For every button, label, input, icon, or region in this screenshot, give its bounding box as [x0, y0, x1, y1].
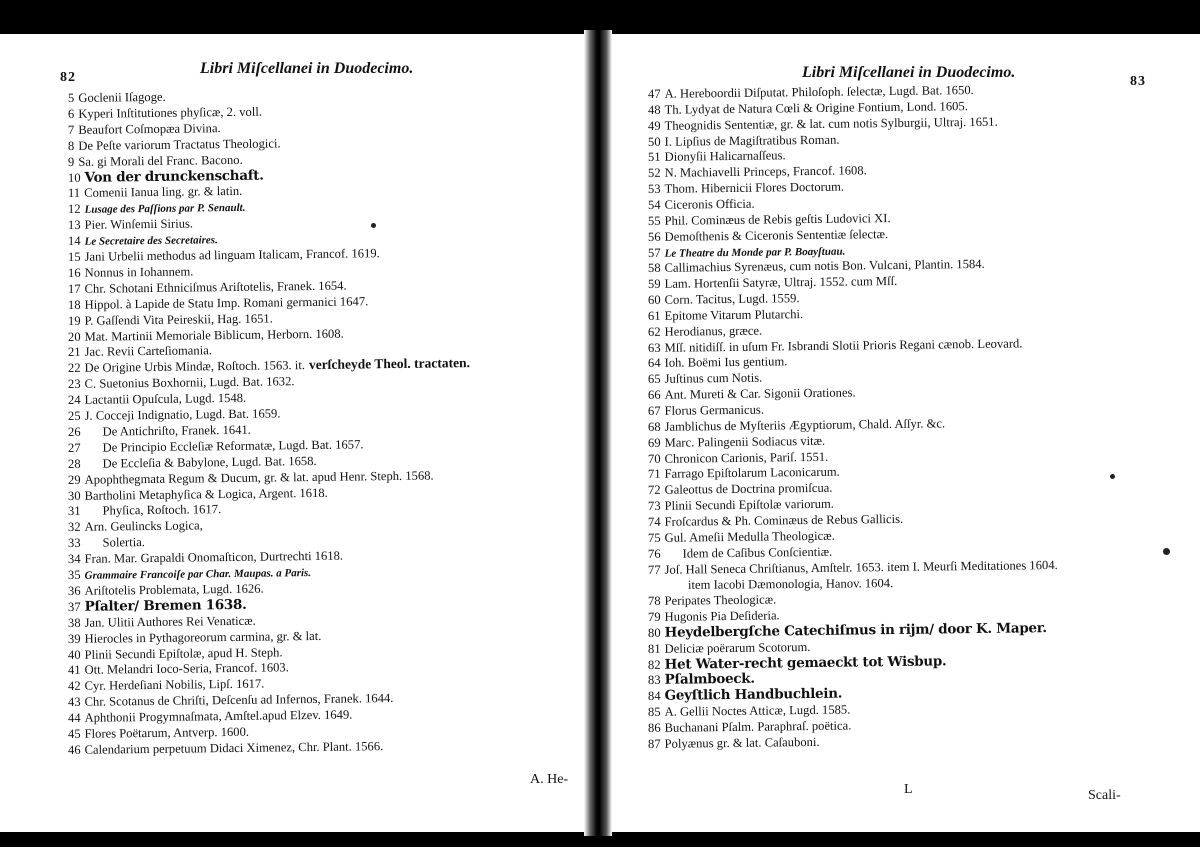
entry-number: 8	[67, 138, 75, 153]
catalog-entry	[648, 639, 811, 657]
entry-text: Chronicon Carionis, Pariſ. 1551.	[664, 449, 829, 466]
entry-text: Bartholini Metaphyſica & Logica, Argent. 1618.	[84, 485, 328, 503]
entry-text: Hierocles in Pythagoreorum carmina, gr. & lat.	[84, 628, 322, 646]
catalog-entry	[68, 245, 380, 265]
entry-number: 28	[67, 456, 81, 471]
entry-number: 84	[647, 689, 661, 704]
entry-text: Galeottus de Doctrina promiſcua.	[664, 480, 833, 498]
entry-text: Flores Poëtarum, Antverp. 1600.	[84, 724, 250, 741]
entry-number: 48	[647, 102, 661, 117]
entry-text: Nonnus in Iohannem.	[84, 264, 194, 280]
catalog-entry	[68, 738, 383, 758]
entry-text: Heydelbergſche Catechiſmus in rijm/ door K. Maper.	[664, 620, 1047, 641]
entry-number: 70	[647, 451, 661, 466]
catalog-entry	[68, 310, 273, 329]
entry-text: A. Gellii Noctes Atticæ, Lugd. 1585.	[664, 702, 851, 719]
catalog-entry	[648, 354, 788, 372]
entry-text: Farrago Epiſtolarum Laconicarum.	[664, 465, 840, 482]
entry-fraktur-note: verſcheyde Theol. tractaten.	[308, 355, 471, 373]
entry-text: Froſcardus & Ph. Cominæus de Rebus Gallicis.	[664, 511, 904, 529]
entry-text: Marc. Palingenii Sodiacus vitæ.	[664, 433, 826, 450]
catchword: A. He-	[530, 772, 569, 787]
entry-text: Geyſtlich Handbuchlein.	[664, 685, 843, 705]
entry-number: 87	[647, 736, 661, 751]
entry-text: Beaufort Coſmopæa Divina.	[78, 120, 221, 137]
entry-number: 73	[647, 498, 661, 514]
entry-text: Cyr. Herdeſiani Nobilis, Lipſ. 1617.	[84, 676, 265, 694]
entry-text: Solertia.	[102, 535, 146, 550]
entry-number: 74	[647, 514, 661, 529]
entry-number: 60	[647, 292, 661, 308]
entry-text: Kyperi Inſtitutiones phyſicæ, 2. voll.	[78, 104, 263, 121]
running-head: Libri Miſcellanei in Duodecimo.	[200, 60, 414, 77]
entry-number: 86	[647, 720, 661, 735]
entry-text: Lactantii Opuſcula, Lugd. 1548.	[84, 390, 247, 407]
catalog-entry	[648, 734, 820, 752]
catalog-entry	[68, 151, 243, 169]
entry-number: 24	[67, 392, 81, 408]
catalog-entry	[648, 592, 776, 610]
entry-text: Corn. Tacitus, Lugd. 1559.	[664, 291, 800, 307]
entry-text: De Peſte variorum Tractatus Theologici.	[78, 136, 281, 153]
entry-text: Herodianus, græce.	[664, 323, 763, 339]
entry-text: Phil. Cominæus de Rebis geſtis Ludovici XI.	[664, 210, 891, 228]
entry-continuation: item Iacobi Dæmonologia, Hanov. 1604.	[687, 576, 894, 593]
entry-number: 19	[67, 313, 81, 328]
catalog-entry	[68, 293, 368, 313]
page-number: 82	[60, 70, 76, 85]
entry-text: Lusage des Paſſions par P. Senault.	[84, 202, 246, 217]
entry-number: 18	[67, 297, 81, 312]
entry-text: Pier. Winſemii Sirius.	[84, 216, 194, 232]
entry-number: 30	[67, 488, 81, 503]
entry-text: Ioh. Boëmi Ius gentium.	[664, 354, 788, 371]
entry-text: Aphthonii Progymnaſmata, Amſtel.apud Elzev. 1649.	[84, 707, 353, 725]
catalog-entry	[68, 263, 194, 281]
catalog-entry	[68, 707, 353, 726]
entry-number: 25	[67, 408, 81, 423]
entry-number: 72	[647, 483, 661, 498]
entry-number: 40	[67, 647, 81, 662]
catalog-entry	[648, 370, 762, 387]
catalog-entry	[68, 627, 322, 646]
entry-text: Jani Urbelii methodus ad linguam Italicam, Francof. 1619.	[84, 246, 380, 264]
entry-number: 57	[647, 245, 661, 260]
entry-text: Le Secretaire des Secretaires.	[84, 234, 218, 248]
entry-text: Le Theatre du Monde par P. Boayſtuau.	[664, 245, 846, 260]
catalog-entry	[648, 653, 947, 673]
entry-number: 15	[67, 249, 81, 264]
entry-number: 85	[647, 704, 661, 720]
entry-number: 36	[67, 583, 81, 598]
entry-number: 26	[67, 424, 81, 439]
catalog-entry	[648, 402, 764, 419]
entry-number: 43	[67, 695, 81, 710]
catalog-entry	[68, 436, 364, 456]
ink-speck	[1163, 548, 1170, 555]
entry-number: 33	[67, 536, 81, 551]
entry-text: P. Gaſſendi Vita Peireskii, Hag. 1651.	[84, 311, 273, 328]
entry-text: J. Cocceji Indignatio, Lugd. Bat. 1659.	[84, 406, 281, 423]
entry-number: 80	[647, 625, 661, 640]
entry-text: Gul. Ameſii Medulla Theologicæ.	[664, 528, 835, 545]
entry-text: A. Hereboordii Diſputat. Philoſoph. ſelectæ, Lugd. Bat. 1650.	[664, 83, 974, 101]
entry-text: De Origine Urbis Mindæ, Roſtoch. 1563. it.	[84, 358, 306, 376]
catalog-entry	[648, 415, 945, 435]
entry-number: 42	[67, 679, 81, 694]
entry-text: Ant. Mureti & Car. Sigonii Orationes.	[664, 385, 856, 402]
entry-number: 69	[647, 435, 661, 450]
left-page	[0, 34, 584, 832]
catalog-entry	[68, 89, 166, 106]
entry-number: 45	[67, 726, 81, 741]
entry-number: 38	[67, 615, 81, 630]
entry-number: 13	[67, 218, 81, 233]
entry-text: Fran. Mar. Grapaldi Onomaſticon, Durtrechti 1618.	[84, 548, 344, 566]
entry-number: 31	[67, 504, 81, 519]
entry-number: 35	[67, 567, 81, 582]
entry-text: Hugonis Pia Deſideria.	[664, 608, 780, 624]
entry-text: Von der drunckenschaft.	[84, 167, 264, 186]
catalog-entry	[648, 607, 780, 625]
entry-number: 62	[647, 324, 661, 339]
entry-text: Thom. Hibernicii Flores Doctorum.	[664, 179, 845, 196]
catalog-entry	[648, 322, 762, 339]
entry-number: 21	[67, 345, 81, 360]
catalog-entry	[68, 612, 256, 630]
entry-text: Deliciæ poërarum Scotorum.	[664, 639, 811, 656]
catalog-entry	[648, 306, 803, 324]
entry-number: 59	[647, 277, 661, 292]
entry-number: 52	[647, 166, 661, 181]
entry-number: 32	[67, 520, 81, 535]
entry-text: Pſalter/ Bremen 1638.	[84, 596, 247, 615]
catalog-entry	[68, 534, 145, 551]
entry-number: 49	[647, 118, 661, 133]
entry-text: Comenii Ianua ling. gr. & latin.	[84, 184, 243, 201]
entry-text: Idem de Caſibus Conſcientiæ.	[682, 544, 833, 561]
entry-number: 50	[647, 134, 661, 149]
catalog-entry	[648, 196, 755, 213]
catalog-entry	[68, 216, 193, 234]
entry-number: 75	[647, 530, 661, 545]
entry-number: 61	[647, 308, 661, 323]
catalog-entry	[648, 131, 840, 149]
entry-text: I. Lipſius de Magiſtratibus Roman.	[664, 132, 840, 149]
entry-text: Joſ. Hall Seneca Chriſtianus, Amſtelr. 1653. item I. Meurſi Meditationes 1604.	[664, 557, 1058, 577]
entry-text: Juſtinus cum Notis.	[664, 370, 763, 387]
entry-number: 79	[647, 609, 661, 625]
catalog-entry	[648, 385, 856, 404]
entry-number: 11	[67, 186, 81, 201]
entry-number: 9	[67, 154, 75, 169]
entry-number: 76	[647, 546, 661, 561]
entry-text: De Antichriſto, Franek. 1641.	[102, 422, 251, 439]
entry-number: 83	[647, 673, 661, 688]
entry-number: 20	[67, 329, 81, 344]
entry-text: Plinii Secundi Epiſtolæ variorum.	[664, 496, 834, 513]
entry-text: Epitome Vitarum Plutarchi.	[664, 306, 804, 323]
entry-text: Demoſthenis & Ciceronis Sententiæ ſelectæ.	[664, 226, 889, 244]
page-number: 83	[1130, 74, 1146, 89]
entry-text: Buchanani Pſalm. Paraphraſ. poëtica.	[664, 718, 852, 735]
ink-speck	[1110, 474, 1115, 479]
catalog-entry	[648, 433, 825, 451]
entry-text: Calendarium perpetuum Didaci Ximenez, Chr. Plant. 1566.	[84, 739, 384, 757]
catalog-entry	[648, 290, 800, 308]
entry-text: C. Suetonius Boxhornii, Lugd. Bat. 1632.	[84, 374, 295, 391]
catalog-entry	[648, 528, 835, 546]
entry-text: Florus Germanicus.	[664, 402, 765, 418]
entry-text: Plinii Secundi Epiſtolæ, apud H. Steph.	[84, 644, 283, 662]
entry-text: Hippol. à Lapide de Statu Imp. Romani germanici 1647.	[84, 294, 369, 312]
entry-number: 51	[647, 150, 661, 165]
entry-text: Lam. Hortenſii Satyræ, Ultraj. 1552. cum Mſſ.	[664, 274, 898, 291]
entry-text: Peripates Theologicæ.	[664, 592, 777, 608]
entry-number: 34	[67, 551, 81, 567]
catalog-entry	[648, 511, 903, 530]
entry-text: Pſalmboeck.	[664, 671, 755, 689]
entry-number: 81	[647, 641, 661, 656]
catchword: Scali-	[1088, 788, 1121, 803]
entry-number: 46	[67, 742, 81, 757]
entry-number: 16	[67, 265, 81, 280]
entry-number: 29	[67, 472, 81, 487]
catalog-entry	[648, 543, 832, 561]
entry-number: 71	[647, 467, 661, 482]
entry-number: 66	[647, 387, 661, 403]
entry-text: Theognidis Sententiæ, gr. & lat. cum notis Sylburgii, Ultraj. 1651.	[664, 114, 998, 133]
entry-text: Arn. Geulincks Logica,	[84, 518, 203, 535]
entry-number: 54	[647, 197, 661, 212]
entry-text: Ciceronis Officia.	[664, 196, 755, 212]
entry-text: Ott. Melandri Ioco-Seria, Francof. 1603.	[84, 660, 289, 678]
entry-text: Chr. Scotanus de Chriſti, Deſcenſu ad Infernos, Franek. 1644.	[84, 691, 394, 709]
entry-text: Grammaire Francoiſe par Char. Maupas. a Paris.	[84, 567, 312, 582]
entry-number: 14	[67, 233, 81, 249]
entry-number: 5	[67, 90, 75, 105]
entry-number: 37	[67, 599, 81, 614]
entry-number: 53	[647, 181, 661, 197]
entry-text: Jan. Ulitii Authores Rei Venaticæ.	[84, 613, 256, 630]
entry-number: 10	[67, 170, 81, 185]
entry-number: 23	[67, 377, 81, 392]
entry-number: 67	[647, 403, 661, 418]
entry-text: Apophthegmata Regum & Ducum, gr. & lat. apud Henr. Steph. 1568.	[84, 468, 434, 487]
catalog-entry	[648, 226, 888, 245]
catalog-entry	[68, 104, 262, 122]
entry-number: 47	[647, 86, 661, 101]
catalog-entry	[68, 135, 281, 154]
entry-number: 55	[647, 213, 661, 228]
entry-text: Goclenii Iſagoge.	[78, 89, 166, 105]
right-page	[612, 34, 1200, 832]
scan-border-top	[0, 0, 1200, 34]
entry-text: Jac. Revii Carteſiomania.	[84, 343, 212, 360]
catalog-entry	[648, 179, 844, 197]
entry-number: 64	[647, 356, 661, 371]
entry-number: 78	[647, 594, 661, 609]
entry-number: 27	[67, 440, 81, 455]
entry-text: Phyſica, Roſtoch. 1617.	[102, 502, 222, 518]
entry-number: 56	[647, 229, 661, 244]
entry-text: Mat. Martinii Memoriale Biblicum, Herborn. 1608.	[84, 326, 344, 344]
entry-text: N. Machiavelli Princeps, Francof. 1608.	[664, 163, 867, 181]
entry-text: Chr. Schotani Ethniciſmus Ariſtotelis, Franek. 1654.	[84, 278, 347, 296]
entry-number: 58	[647, 261, 661, 276]
catalog-entry	[648, 113, 998, 133]
entry-number: 41	[67, 663, 81, 678]
book-gutter	[584, 30, 612, 836]
catalog-entry	[648, 718, 852, 736]
entry-number: 77	[647, 562, 661, 577]
entry-text: Sa. gi Morali del Franc. Bacono.	[78, 152, 243, 169]
entry-text: Th. Lydyat de Natura Cœli & Origine Fontium, Lond. 1605.	[664, 98, 968, 117]
entry-number: 6	[67, 106, 75, 121]
entry-text: Het Water-recht gemaeckt tot Wisbup.	[664, 652, 947, 673]
entry-number: 44	[67, 710, 81, 726]
entry-text: Jamblichus de Myſteriis Ægyptiorum, Chald. Aſſyr. &c.	[664, 416, 946, 434]
entry-text: Callimachius Syrenæus, cum notis Bon. Vulcani, Plantin. 1584.	[664, 257, 985, 276]
catalog-entry	[68, 120, 221, 138]
ink-speck	[371, 223, 376, 228]
entry-number: 68	[647, 419, 661, 434]
entry-text: De Principio Eccleſiæ Reformatæ, Lugd. Bat. 1657.	[102, 437, 364, 455]
entry-number: 39	[67, 631, 81, 646]
entry-text: De Eccleſia & Babylone, Lugd. Bat. 1658.	[102, 453, 317, 471]
entry-text: Ariſtotelis Problemata, Lugd. 1626.	[84, 581, 264, 598]
entry-number: 12	[67, 202, 81, 217]
entry-number: 65	[647, 372, 661, 387]
entry-text: Mſſ. nitidiſſ. in uſum Fr. Isbrandi Slotii Prioris Regani cænob. Leovard.	[664, 336, 1023, 355]
entry-text: Polyænus gr. & lat. Caſauboni.	[664, 734, 820, 751]
entry-number: 63	[647, 340, 661, 355]
entry-number: 17	[67, 281, 81, 296]
catalog-entry	[68, 518, 203, 536]
entry-number: 22	[67, 361, 81, 376]
catalog-entry	[68, 373, 295, 392]
catalog-entry	[648, 671, 755, 688]
entry-number: 82	[647, 657, 661, 672]
catalog-entry	[68, 597, 247, 615]
entry-text: Dionyſii Halicarnaſſeus.	[664, 148, 786, 165]
signature-mark: L	[904, 782, 913, 797]
running-head: Libri Miſcellanei in Duodecimo.	[802, 64, 1016, 81]
entry-number: 7	[67, 122, 75, 137]
catalog-entry	[648, 273, 897, 292]
